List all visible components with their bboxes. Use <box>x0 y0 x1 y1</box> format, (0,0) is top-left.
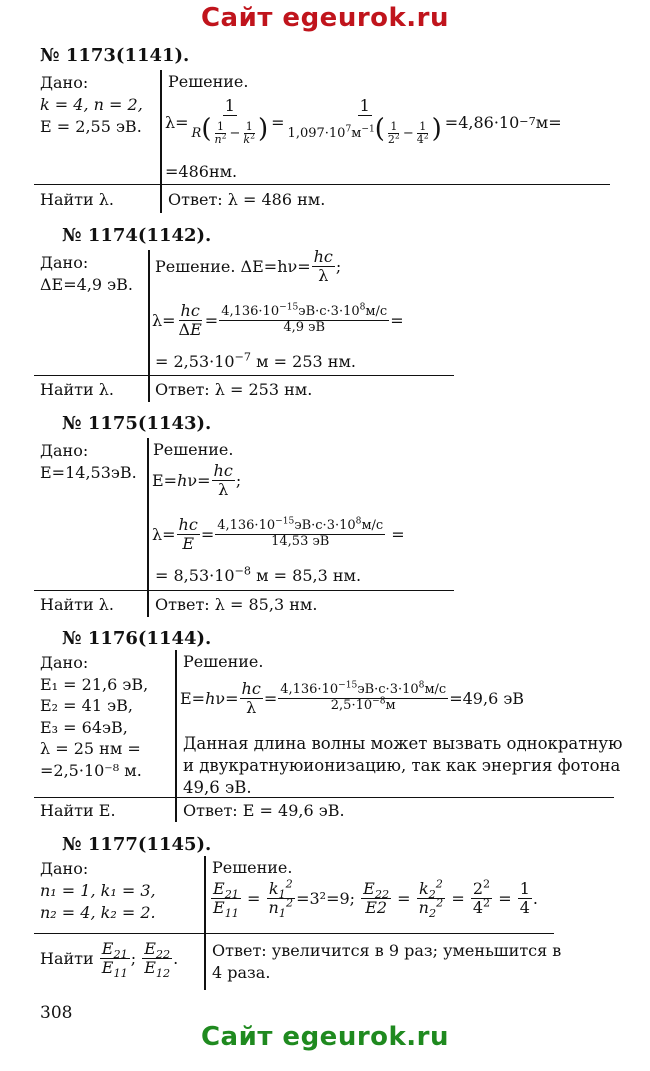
given-1177 <box>40 858 156 924</box>
problem-number-1175: № 1175(1143). <box>62 413 212 434</box>
answer-1175: Ответ: λ = 85,3 нм. <box>155 595 318 614</box>
formula-1177: $\frac{E_{21}}{E_{11}}$ = $\frac{k_1^2}{n_1^2}$ =3²=9; $\frac{E_{22}}{E2}$ = $\frac{k_2^2}{n_2^2}$ = $\frac{2^2}{4^2}$ = $\frac{1}{4}$ . <box>213 877 538 921</box>
given-line: E₁ = 21,6 эВ, <box>40 674 149 694</box>
solution-label-1173: Решение. <box>168 72 249 91</box>
denominator: $1,097\cdot 10^7м^{-1}$( $\frac{1}{2^2}$ − $\frac{1}{4^2}$ ) <box>287 114 442 147</box>
formula-text: м= <box>535 112 562 132</box>
solution-1174: Решение. ΔE=hν= $\frac{hc}{\lambda}$ ; <box>155 247 342 286</box>
divider <box>34 184 610 185</box>
problem-number-1173: № 1173(1141). <box>40 45 190 66</box>
text-line: 4 раза. <box>212 963 271 982</box>
given-line: k = 4, n = 2, <box>40 95 143 114</box>
find-1175: Найти λ. <box>40 595 114 614</box>
formula-text: λ= <box>165 112 189 132</box>
divider <box>147 438 149 590</box>
problem-number-1177: № 1177(1145). <box>62 834 212 855</box>
given-1173 <box>40 72 143 138</box>
solution-label: Решение. ΔE=hν= <box>155 257 311 277</box>
given-line: E₂ = 41 эВ, <box>40 696 133 715</box>
result-1173: =486нм. <box>165 162 238 181</box>
page-number: 308 <box>40 1003 73 1023</box>
divider <box>175 650 177 798</box>
text-line: и двукратнуюионизацию, так как энергия фотона <box>183 756 621 775</box>
solution-label-1175: Решение. <box>153 440 234 459</box>
explanation-1176 <box>183 733 622 799</box>
formula-1174: λ= $\frac{hc}{\Delta E}$ = $\frac{4,136\cdot 10^{-15}эВ\cdot c\cdot 3\cdot 10^8м/с}{4,9 эВ}$ = <box>152 301 404 340</box>
given-line: λ = 25 нм = <box>40 739 141 758</box>
fraction <box>190 97 271 147</box>
given-1174 <box>40 252 133 296</box>
given-label: Дано: <box>40 859 89 878</box>
formula-1175b: λ= $\frac{hc}{E}$ = $\frac{4,136\cdot 10^{-15}эВ\cdot c\cdot 3\cdot 10^8м/с}{14,53 эВ}$ = <box>152 515 405 554</box>
text-line: 49,6 эВ. <box>183 778 252 797</box>
given-1176 <box>40 652 148 781</box>
formula-1176: E=hν= $\frac{hc}{\lambda}$ = $\frac{4,136\cdot 10^{-15}эВ\cdot c\cdot 3\cdot 10^8м/с}{2,5\cdot 10^{-8}м}$ =49,6 эВ <box>180 679 525 718</box>
given-line: E₃ = 64эВ, <box>40 717 128 737</box>
divider <box>160 70 162 185</box>
find-1173: Найти λ. <box>40 190 114 209</box>
numerator: 1 <box>359 95 370 115</box>
result-1174: = $2,53\cdot 10^{-7}$ м = 253 нм. <box>155 350 356 371</box>
formula-text: =4,86·10 <box>444 112 520 132</box>
text-line: Данная длина волны может вызвать однократную <box>183 734 623 753</box>
problem-number-1176: № 1176(1144). <box>62 628 212 649</box>
divider <box>34 375 454 376</box>
formula-1173: λ= 1 R( $\frac{1}{n^2}$ − $\frac{1}{k^2}$ ) = 1 $1,097\cdot 10^7м^{-1}$( $\frac{1}{2^2}$ − $\frac{1}{4^2}$ ) =4,86·10 −7 м= <box>165 95 562 147</box>
answer-1174: Ответ: λ = 253 нм. <box>155 380 313 399</box>
divider <box>148 376 150 402</box>
find-1177: Найти $\frac{E_{21}}{E_{11}}$ ; $\frac{E_{22}}{E_{12}}$ . <box>40 939 179 981</box>
find-1176: Найти E. <box>40 801 116 820</box>
given-line: E = 2,55 эВ. <box>40 117 142 136</box>
divider <box>34 590 454 591</box>
given-label: Дано: <box>40 653 89 672</box>
divider <box>175 798 177 822</box>
given-line: =2,5·10⁻⁸ м. <box>40 760 142 780</box>
divider <box>204 856 206 934</box>
formula-1175a: E=hν= $\frac{hc}{\lambda}$ ; <box>152 461 242 500</box>
site-watermark-top: Сайт egeurok.ru <box>200 3 450 33</box>
answer-1177 <box>212 940 561 984</box>
find-1174: Найти λ. <box>40 380 114 399</box>
text-line: Ответ: увеличится в 9 раз; уменьшится в <box>212 941 562 960</box>
denominator: R( $\frac{1}{n^2}$ − $\frac{1}{k^2}$ ) <box>191 114 269 147</box>
divider <box>34 933 554 934</box>
solution-label-1177: Решение. <box>212 858 293 877</box>
given-label: Дано: <box>40 73 89 92</box>
divider <box>160 185 162 213</box>
given-label: Дано: <box>40 253 89 272</box>
numerator: 1 <box>224 95 235 115</box>
answer-1176: Ответ: E = 49,6 эВ. <box>183 801 345 820</box>
answer-1173: Ответ: λ = 486 нм. <box>168 190 326 209</box>
given-line: E=14,53эВ. <box>40 463 137 482</box>
fraction <box>286 97 444 147</box>
result-1175: = $8,53\cdot 10^{-8}$ м = 85,3 нм. <box>155 564 362 585</box>
problem-number-1174: № 1174(1142). <box>62 225 212 246</box>
given-label: Дано: <box>40 441 89 460</box>
given-line: n₁ = 1, k₁ = 3, <box>40 881 156 900</box>
divider <box>148 250 150 376</box>
divider <box>204 934 206 990</box>
given-line: n₂ = 4, k₂ = 2. <box>40 903 156 922</box>
given-1175 <box>40 440 137 484</box>
divider <box>147 591 149 617</box>
site-watermark-bottom: Сайт egeurok.ru <box>200 1022 450 1052</box>
solution-label-1176: Решение. <box>183 652 264 671</box>
given-line: ΔE=4,9 эВ. <box>40 275 133 294</box>
